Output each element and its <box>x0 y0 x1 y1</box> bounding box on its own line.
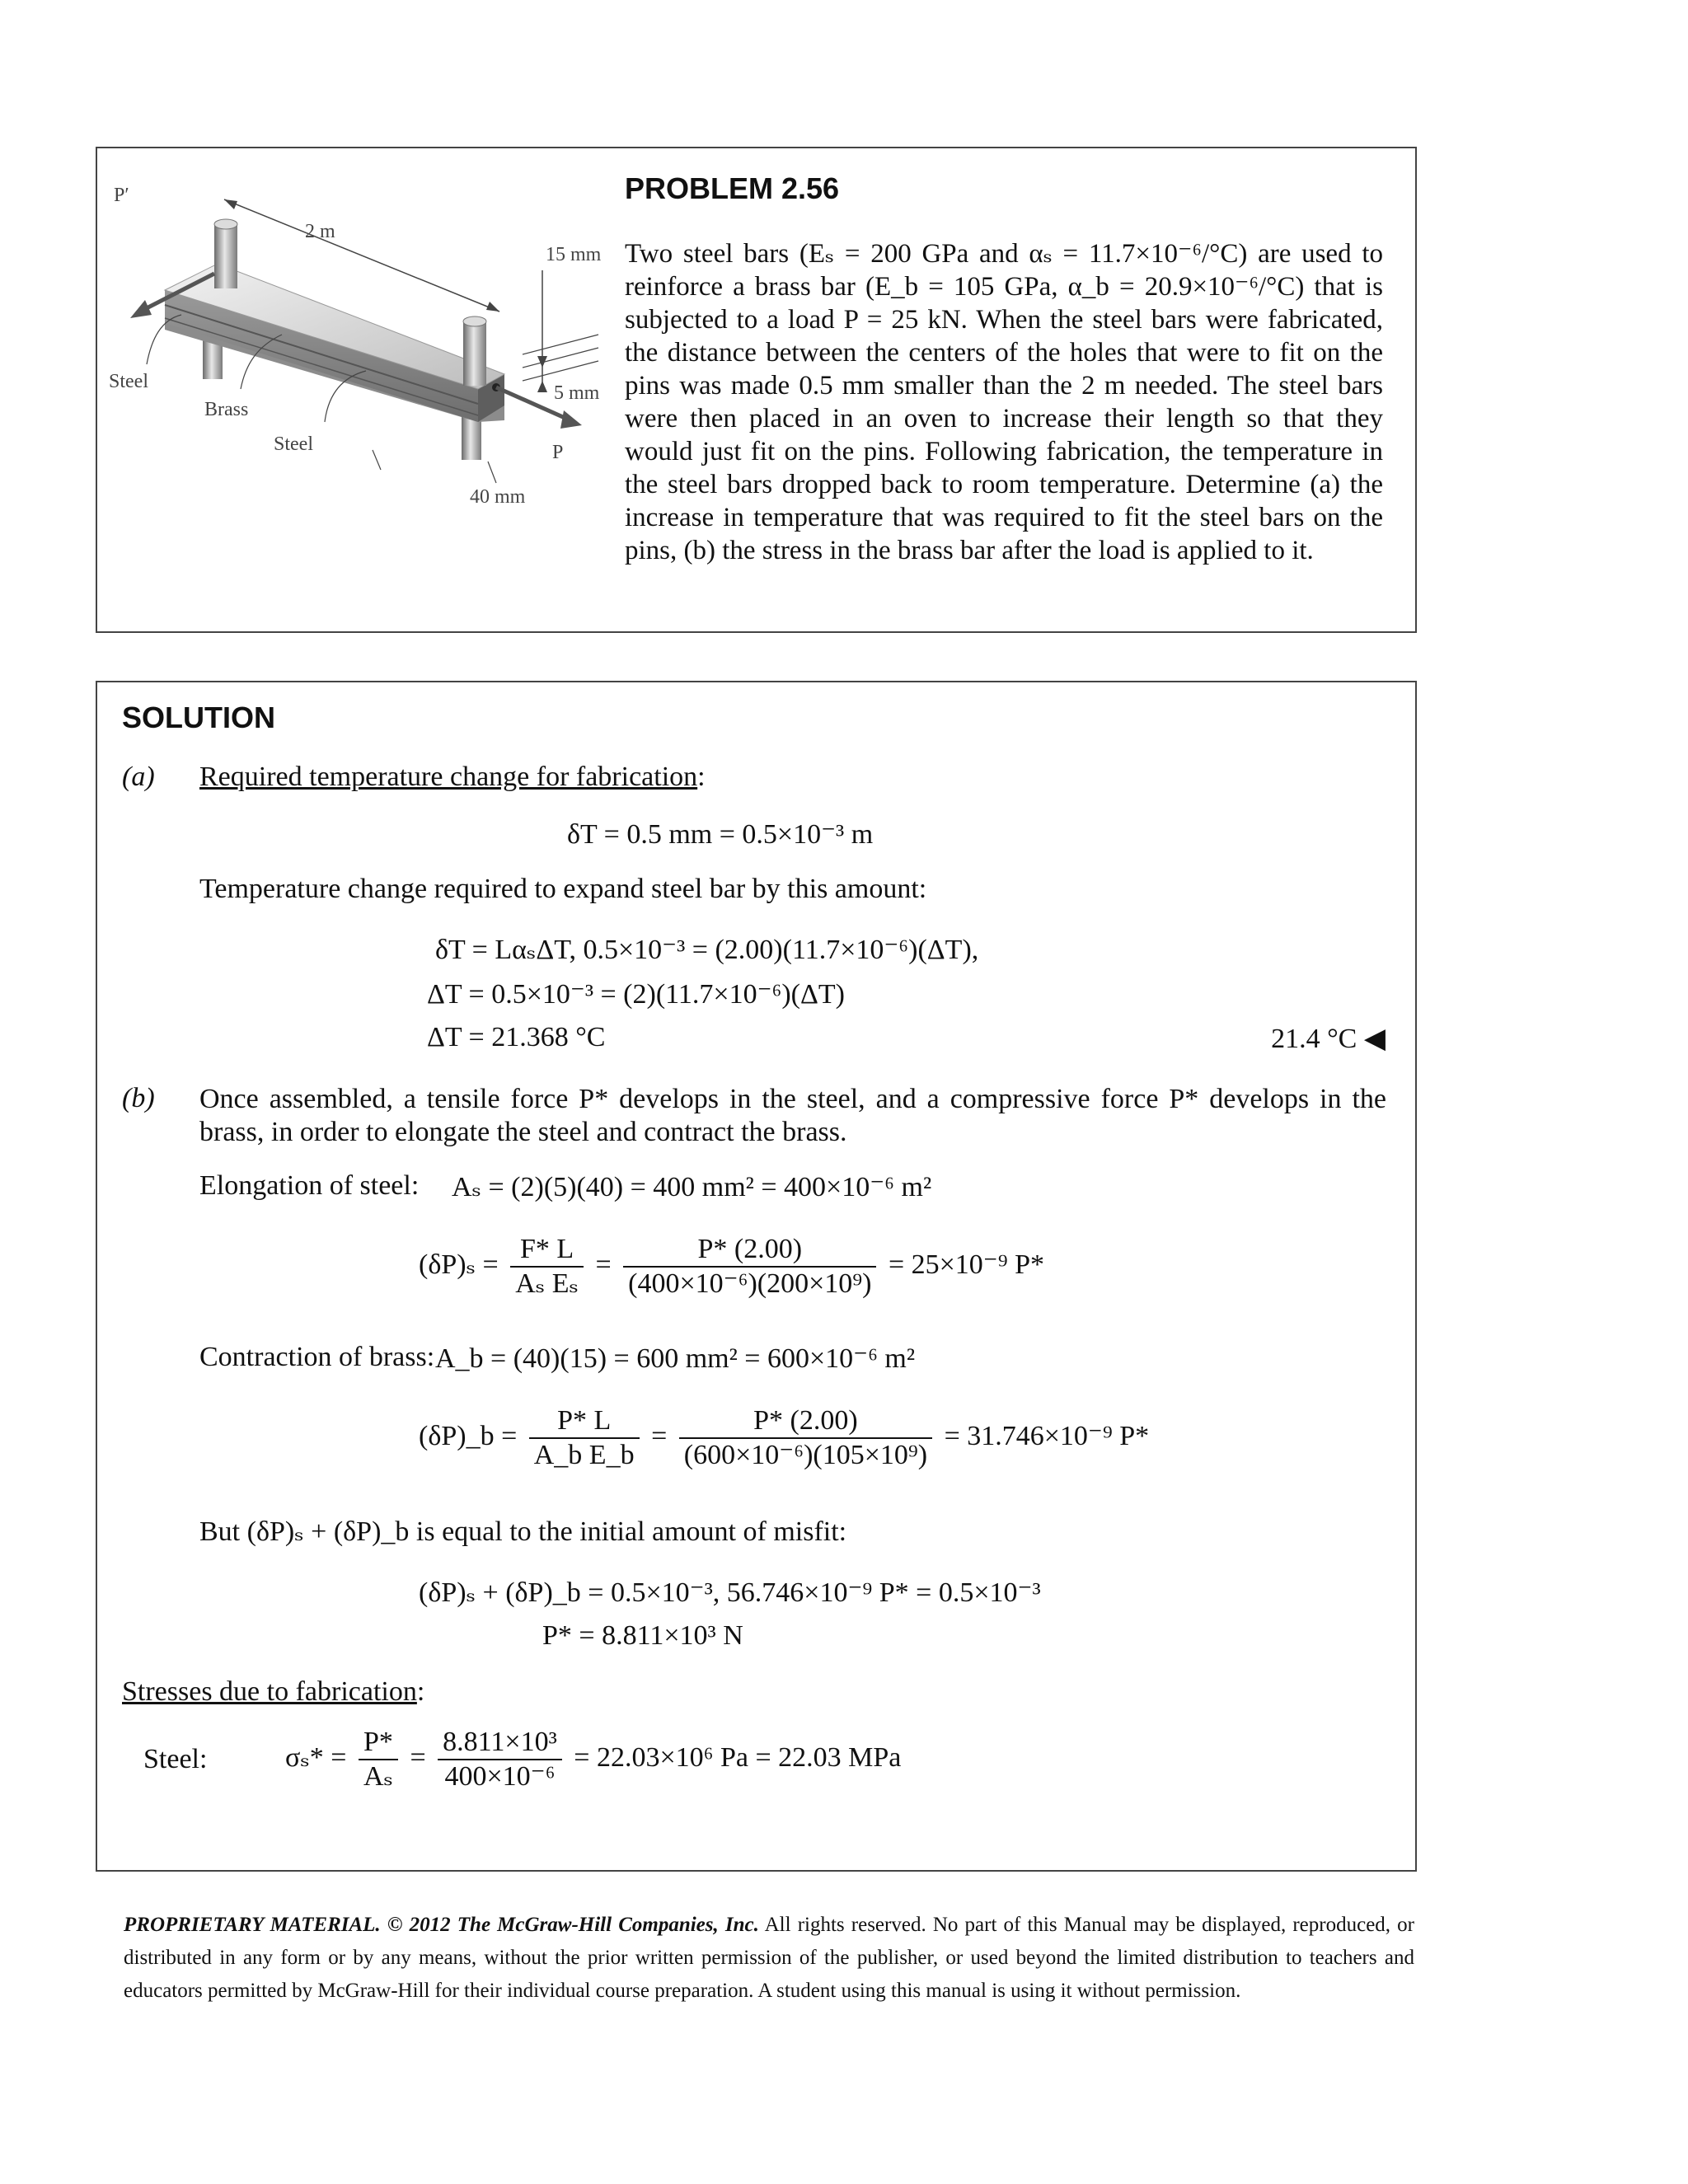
solution-box <box>96 681 1417 1872</box>
eq-delta-p-brass: (δP)_b = $\frac{P* L}{\text{A\_b E\_b}}$ = $\frac{P* (2.00)}{\text{(600×10⁻⁶)(105×10⁹)}}$ = 31.746×10⁻⁹ P* <box>419 1405 1150 1470</box>
eq-delta-p-steel: (δP)ₛ = $\frac{F* L}{\text{Aₛ Eₛ}}$ = $\frac{P* (2.00)}{\text{(400×10⁻⁶)(200×10⁹)}}$ = 25×10⁻⁹ P* <box>419 1234 1044 1299</box>
delta-p-steel-result: = 25×10⁻⁹ P* <box>888 1249 1044 1280</box>
copyright-footer <box>124 1909 1414 2008</box>
label-thickness-bottom: 5 mm <box>554 382 600 404</box>
eq-thermal-expansion: δT = LαₛΔT, 0.5×10⁻³ = (2.00)(11.7×10⁻⁶)(ΔT), <box>435 935 979 965</box>
answer-a: 21.4 °C ◀ <box>1271 1024 1386 1054</box>
elongation-label: Elongation of steel: <box>199 1170 420 1201</box>
fraction-steel-values: $\frac{P* (2.00)}{\text{(400×10⁻⁶)(200×10⁹)}}$ <box>623 1233 876 1301</box>
problem-title: PROBLEM 2.56 <box>625 171 840 205</box>
problem-box <box>96 147 1417 633</box>
misfit-text: But (δP)ₛ + (δP)_b is equal to the initial amount of misfit: <box>199 1516 847 1547</box>
fraction-stress-values: $\frac{\text{8.811×10³}}{\text{400×10⁻⁶}}$ <box>438 1726 562 1793</box>
eq-area-brass: A_b = (40)(15) = 600 mm² = 600×10⁻⁶ m² <box>435 1343 916 1374</box>
eq-delta-t-result: ΔT = 21.368 °C <box>427 1022 606 1052</box>
pin-upper-right <box>463 321 486 386</box>
part-a-heading: Required temperature change for fabrication: <box>199 762 706 792</box>
part-b-intro: Once assembled, a tensile force P* develops in the steel, and a compressive force P* develops in the brass, in order to elongate the steel and contract the brass. <box>199 1084 1386 1147</box>
label-steel-left: Steel <box>109 371 148 392</box>
contraction-label: Contraction of brass: <box>199 1342 435 1372</box>
label-load-p: P <box>552 442 564 463</box>
delta-p-brass-lhs: (δP)_b = <box>419 1420 518 1451</box>
label-brass: Brass <box>204 399 249 420</box>
load-arrow-right <box>560 410 582 429</box>
steel-stress-label: Steel: <box>143 1744 208 1774</box>
label-width: 40 mm <box>470 486 526 508</box>
delta-p-brass-result: = 31.746×10⁻⁹ P* <box>944 1420 1150 1451</box>
sigma-result: = 22.03×10⁶ Pa = 22.03 MPa <box>574 1741 902 1773</box>
label-p-prime: P′ <box>114 185 129 206</box>
fraction-p-over-a: $\frac{P*}{\text{Aₛ}}$ <box>359 1726 398 1793</box>
copyright-text: All rights reserved. No part of this Manual may be displayed, reproduced, or distributed in any form or by any means, without the prior written permission of the publisher, or used beyond the limited distribution to teachers and educators permitted by McGraw-Hill for their individual course preparation. A student using this manual is using it without permission. <box>124 1914 1414 2002</box>
bar-assembly-diagram <box>109 173 620 585</box>
delta-p-steel-lhs: (δP)ₛ = <box>419 1249 499 1280</box>
label-length: 2 m <box>305 221 335 242</box>
eq-steel-stress: σₛ* = $\frac{P*}{\text{Aₛ}}$ = $\frac{\text{8.811×10³}}{\text{400×10⁻⁶}}$ = 22.03×10⁶ Pa = 22.03 MPa <box>285 1727 902 1792</box>
temp-change-text: Temperature change required to expand steel bar by this amount: <box>199 874 927 904</box>
eq-area-steel: Aₛ = (2)(5)(40) = 400 mm² = 400×10⁻⁶ m² <box>452 1172 932 1202</box>
part-b-label: (b) <box>122 1083 155 1113</box>
problem-statement: Two steel bars (Eₛ = 200 GPa and αₛ = 11.7×10⁻⁶/°C) are used to reinforce a brass bar (E_b = 105 GPa, α_b = 20.9×10⁻⁶/°C) that is subjected to a load P = 25 kN. When the steel bars were fabricated, the distance between the centers of the holes that were to fit on the pins was made 0.5 mm smaller than the 2 m needed. The steel bars were then placed in an oven to increase their length so that they would just fit on the pins. Following fabrication, the temperature in the steel bars dropped back to room temperature. Determine (a) the increase in temperature that was required to fit the steel bars on the pins, (b) the stress in the brass bar after the load is applied to it. <box>625 239 1383 565</box>
solution-title: SOLUTION <box>122 701 275 734</box>
load-arrow-left <box>130 300 152 318</box>
eq-delta-t: δT = 0.5 mm = 0.5×10⁻³ m <box>567 819 874 850</box>
copyright-label: PROPRIETARY MATERIAL. © 2012 The McGraw-Hill Companies, Inc. <box>124 1914 759 1936</box>
pin-upper-left <box>214 224 237 288</box>
fraction-brass-values: $\frac{P* (2.00)}{\text{(600×10⁻⁶)(105×10⁹)}}$ <box>679 1404 932 1472</box>
fraction-fl-over-ae: $\frac{F* L}{\text{Aₛ Eₛ}}$ <box>510 1233 584 1301</box>
eq-delta-t-solve: ΔT = 0.5×10⁻³ = (2)(11.7×10⁻⁶)(ΔT) <box>427 979 845 1010</box>
label-thickness-top: 15 mm <box>546 244 602 265</box>
eq-p-star: P* = 8.811×10³ N <box>542 1620 743 1651</box>
stress-heading: Stresses due to fabrication: <box>122 1676 425 1707</box>
fraction-pl-over-ae: $\frac{P* L}{\text{A\_b E\_b}}$ <box>529 1404 640 1472</box>
label-steel-bottom: Steel <box>274 434 313 455</box>
sigma-lhs: σₛ* = <box>285 1741 347 1773</box>
part-a-label: (a) <box>122 762 155 792</box>
eq-misfit: (δP)ₛ + (δP)_b = 0.5×10⁻³, 56.746×10⁻⁹ P* = 0.5×10⁻³ <box>419 1577 1041 1608</box>
